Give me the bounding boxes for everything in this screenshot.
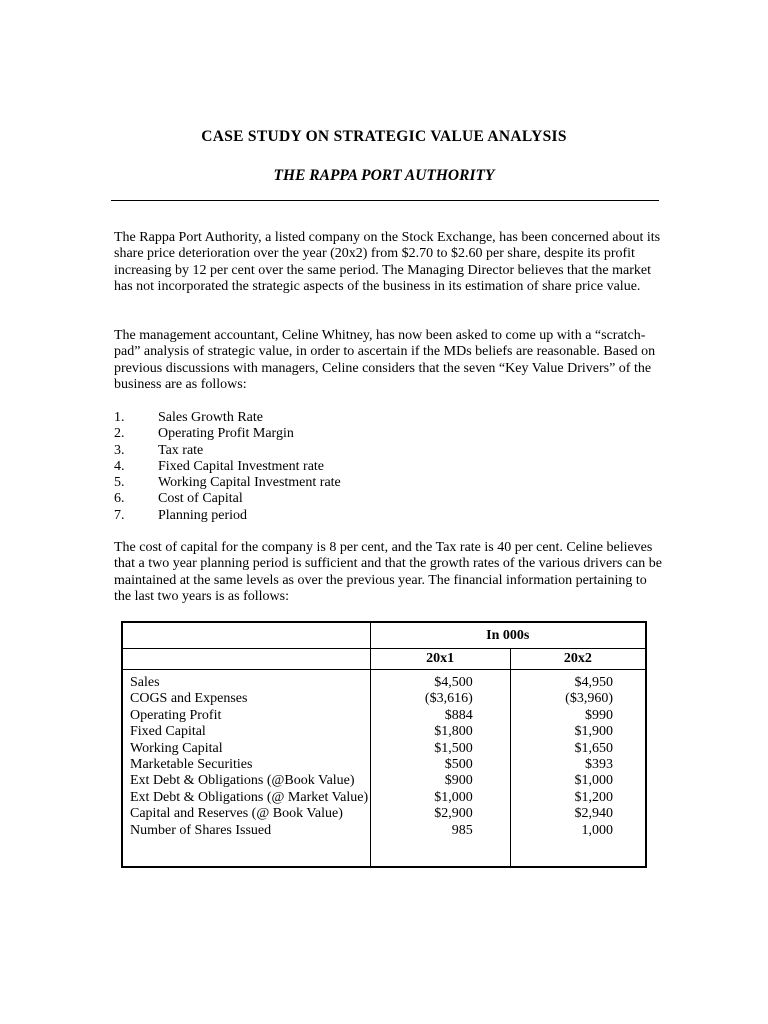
cell-value: $1,900 [574,724,613,740]
row-label: COGS and Expenses [130,691,248,707]
list-item [114,475,341,491]
row-labels-column [122,670,370,868]
cell-value: $4,950 [574,675,613,690]
list-item [114,426,341,442]
table-year-blank [122,649,370,670]
cell-value: ($3,616) [424,691,473,707]
document-subtitle: THE RAPPA PORT AUTHORITY [273,167,495,184]
cell-value: $4,500 [434,675,473,690]
cell-value: $1,650 [574,740,613,756]
list-number: 1. [114,410,125,425]
title-divider [111,200,659,201]
cell-value: 1,000 [581,822,613,838]
cell-value: $884 [444,707,473,723]
list-label: Tax rate [158,442,204,458]
list-label: Fixed Capital Investment rate [158,458,325,474]
list-number: 6. [114,491,125,507]
list-label: Operating Profit Margin [158,426,294,442]
list-item [114,410,341,426]
cost-of-capital-paragraph: The cost of capital for the company is 8 per cent, and the Tax rate is 40 per cent. Celine believes that a two year planning period is sufficient and that the growth rates of the various drivers can be maintained at the same levels as over the previous year. The financial information pertaining to the last two years is as follows: [114,540,662,605]
list-label: Planning period [158,507,248,523]
table-body-row [122,670,646,868]
list-label: Sales Growth Rate [158,410,263,425]
list-number: 5. [114,475,125,491]
table-header-row [122,622,646,649]
year-header-20x1: 20x1 [370,649,510,670]
cell-value: $900 [444,773,473,789]
list-item [114,459,341,475]
list-label: Cost of Capital [158,491,243,507]
list-number: 3. [114,442,125,458]
row-label: Capital and Reserves (@ Book Value) [130,806,343,822]
financial-table [121,621,647,868]
row-label: Marketable Securities [130,757,253,773]
list-item [114,443,341,459]
key-value-drivers-list [114,410,341,524]
cell-value: ($3,960) [565,691,613,707]
cell-value: $1,000 [434,789,473,805]
values-column-20x2 [510,670,646,868]
list-item [114,508,341,524]
values-column-20x1 [370,670,510,868]
year-header-20x2: 20x2 [510,649,646,670]
row-label: Sales [130,675,160,690]
list-item [114,491,341,507]
list-number: 2. [114,426,125,442]
cell-value: $1,500 [434,740,473,756]
cell-value: $2,940 [574,806,613,822]
document-title: CASE STUDY ON STRATEGIC VALUE ANALYSIS [201,128,567,145]
row-label: Working Capital [130,740,223,756]
table-year-row [122,649,646,670]
cell-value: $1,000 [574,773,613,789]
cell-value: $990 [585,707,613,723]
row-label: Operating Profit [130,707,222,723]
cell-value: $393 [585,757,613,773]
cell-value: $500 [444,757,473,773]
list-label: Working Capital Investment rate [158,475,341,491]
cell-value: $1,800 [434,724,473,740]
row-label: Ext Debt & Obligations (@ Market Value) [130,789,369,805]
accountant-paragraph: The management accountant, Celine Whitney, has now been asked to come up with a “scratch-pad” analysis of strategic value, in order to ascertain if the MDs beliefs are reasonable. Based on previous discussions with managers, Celine considers that the seven “Key Value Drivers” of the business are as follows: [114,328,656,393]
list-number: 4. [114,458,125,474]
cell-value: $2,900 [434,806,473,822]
row-label: Number of Shares Issued [130,822,272,838]
list-number: 7. [114,507,125,523]
intro-paragraph: The Rappa Port Authority, a listed company on the Stock Exchange, has been concerned about its share price deterioration over the year (20x2) from $2.70 to $2.60 per share, despite its profit increasing by 12 per cent over the same period. The Managing Director believes that the market has not incorporated the strategic aspects of the business in its estimation of share price value. [114,230,661,295]
cell-value: 985 [451,822,473,838]
cell-value: $1,200 [574,789,613,805]
units-header: In 000s [370,622,646,649]
row-label: Fixed Capital [130,724,206,740]
table-header-blank [122,622,370,649]
row-label: Ext Debt & Obligations (@Book Value) [130,773,355,789]
